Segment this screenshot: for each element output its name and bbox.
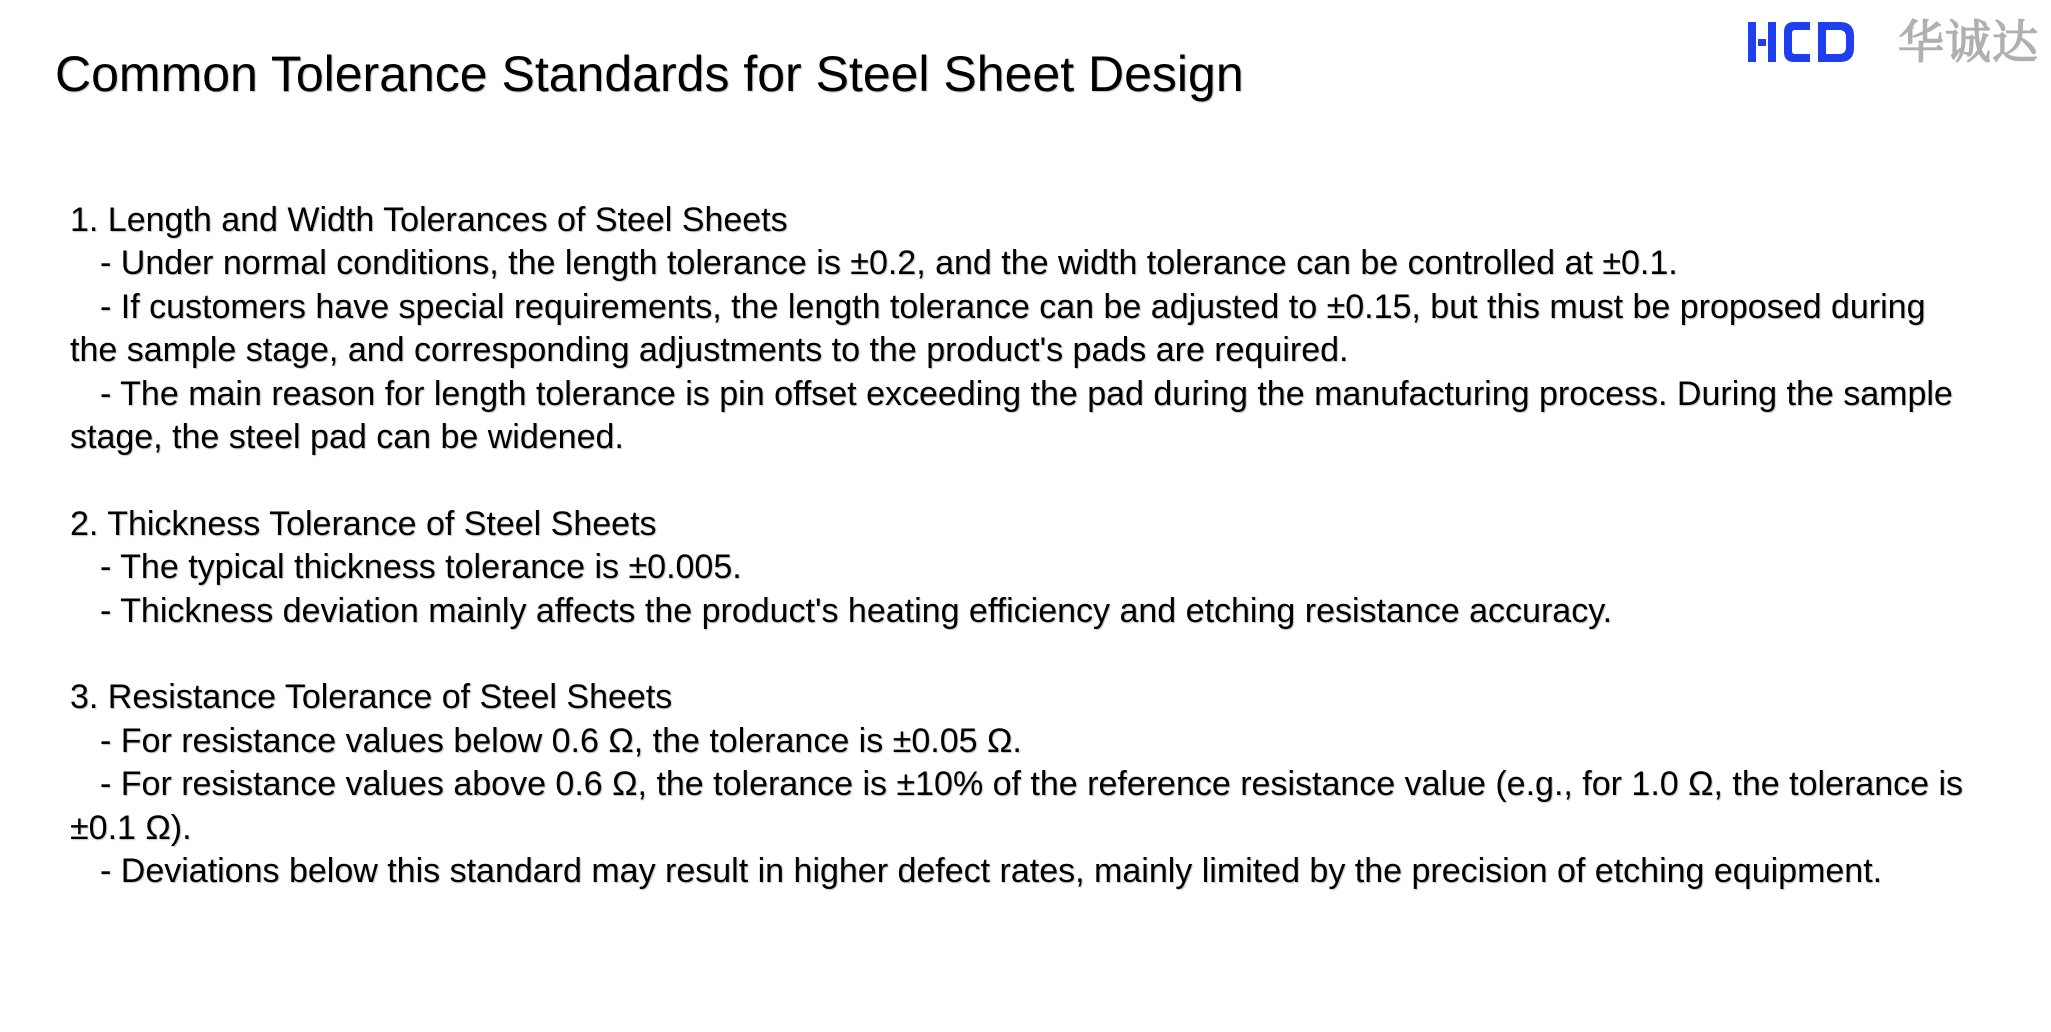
section-length-width bbox=[70, 199, 1970, 459]
company-logo bbox=[1748, 12, 2039, 72]
list-item: - The typical thickness tolerance is ±0.005. bbox=[100, 548, 742, 587]
list-item: - Thickness deviation mainly affects the product's heating efficiency and etching resistance accuracy. bbox=[100, 591, 1613, 630]
list-item: - If customers have special requirements, the length tolerance can be adjusted to ±0.15, but this must be proposed during the sample stage, and corresponding adjustments to the product's pads are required. bbox=[70, 287, 1926, 370]
page-title: Common Tolerance Standards for Steel Sheet Design bbox=[55, 46, 1244, 102]
logo-chinese-name: 华诚达 bbox=[1898, 15, 2039, 69]
section-resistance bbox=[70, 676, 1970, 893]
section-heading: 2. Thickness Tolerance of Steel Sheets bbox=[70, 504, 657, 543]
list-item: - For resistance values above 0.6 Ω, the tolerance is ±10% of the reference resistance value (e.g., for 1.0 Ω, the tolerance is ±0.1 Ω). bbox=[70, 765, 1964, 847]
hcd-logo-icon bbox=[1748, 18, 1884, 66]
list-item: - The main reason for length tolerance is pin offset exceeding the pad during the manufacturing process. During the sample stage, the steel pad can be widened. bbox=[70, 374, 1953, 457]
content-body bbox=[70, 199, 1970, 893]
section-heading: 1. Length and Width Tolerances of Steel Sheets bbox=[70, 201, 788, 239]
list-item: - For resistance values below 0.6 Ω, the tolerance is ±0.05 Ω. bbox=[100, 721, 1022, 760]
section-thickness bbox=[70, 503, 1970, 633]
section-heading: 3. Resistance Tolerance of Steel Sheets bbox=[70, 678, 673, 717]
list-item: - Under normal conditions, the length tolerance is ±0.2, and the width tolerance can be controlled at ±0.1. bbox=[100, 244, 1678, 283]
list-item: - Deviations below this standard may result in higher defect rates, mainly limited by the precision of etching equipment. bbox=[100, 852, 1883, 891]
